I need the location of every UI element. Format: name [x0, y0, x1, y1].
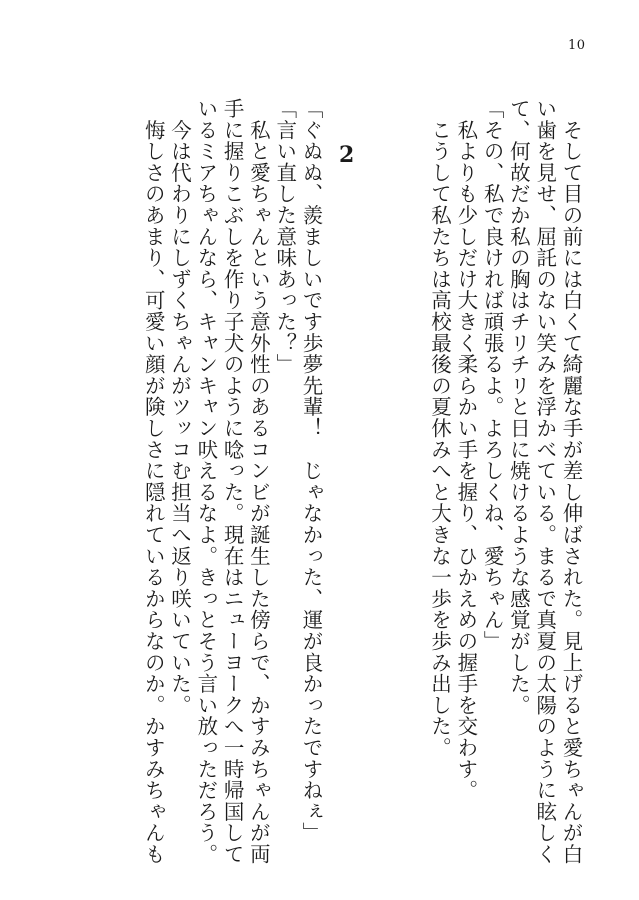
- text-line: 「言い直した意味あった？」: [272, 98, 297, 375]
- chapter-heading: 2: [339, 142, 355, 168]
- text-line: て、何故だか私の胸はチリチリと日に焼けるような感覚がした。: [506, 98, 531, 716]
- text-block-right: [426, 98, 584, 865]
- text-line: 今は代わりにしずくちゃんがツッコむ担当へ返り咲いていた。: [167, 98, 192, 716]
- text-line: こうして私たちは高校最後の夏休みへと大きな一歩を歩み出した。: [427, 98, 452, 759]
- text-line: 「ぐぬぬ、羨ましいです歩夢先輩！ じゃなかった、運が良かったですねぇ」: [299, 98, 323, 844]
- text-line: 悔しさのあまり、可愛い顔が険しさに隠れているからなのか。かすみちゃんも: [141, 98, 166, 865]
- text-line: いるミアちゃんなら、キャンキャン吠えるなよ。きっとそう言い放っただろう。: [193, 98, 218, 865]
- text-line: 「その、私で良ければ頑張るよ。よろしくね、愛ちゃん」: [480, 98, 505, 652]
- text-line: 私よりも少しだけ大きく柔らかい手を握り、ひかえめの握手を交わす。: [453, 98, 478, 801]
- text-block-left: [140, 98, 324, 865]
- text-line: 手に握りこぶしを作り子犬のように唸った。現在はニューヨークへ一時帰国して: [220, 98, 245, 865]
- text-line: 私と愛ちゃんという意外性のあるコンビが誕生した傍らで、かすみちゃんが両: [246, 98, 271, 865]
- page-number: 10: [568, 38, 586, 53]
- text-line: い歯を見せ、屈託のない笑みを浮かべている。まるで真夏の太陽のように眩しく: [532, 98, 557, 865]
- text-line: そして目の前には白くて綺麗な手が差し伸ばされた。見上げると愛ちゃんが白: [559, 98, 583, 865]
